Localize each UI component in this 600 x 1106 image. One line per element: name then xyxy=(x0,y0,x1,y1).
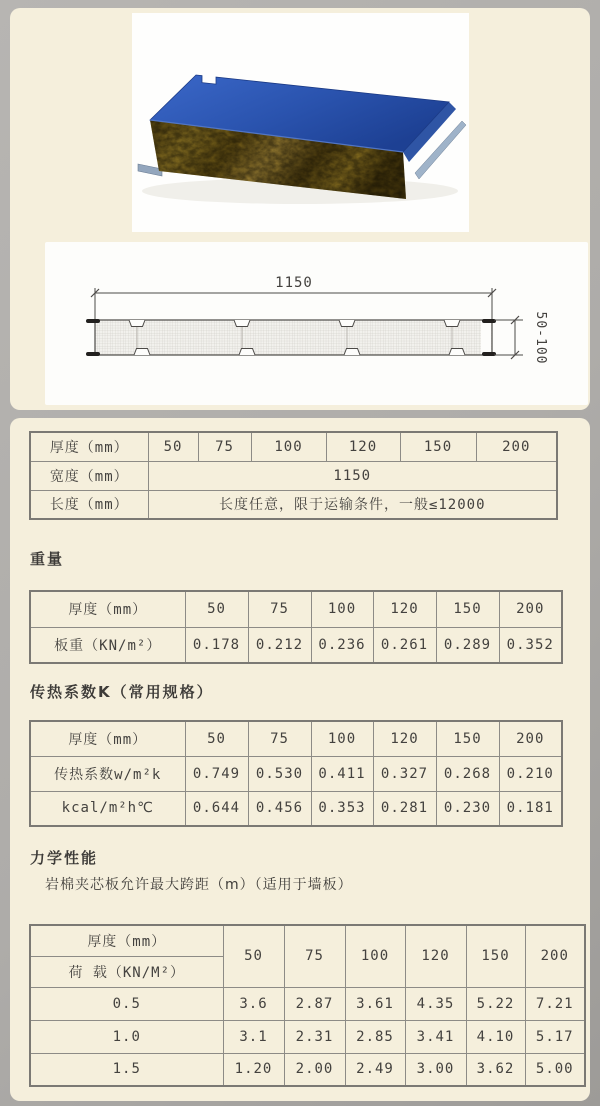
value-cell: 75 xyxy=(248,591,311,627)
value-cell: 50 xyxy=(148,432,198,461)
row-label: kcal/m²h℃ xyxy=(30,791,185,826)
product-photo-box xyxy=(132,13,469,232)
row-label: 1.0 xyxy=(30,1020,223,1053)
value-cell: 200 xyxy=(476,432,557,461)
panel-section-end-clear xyxy=(481,321,491,354)
table-row xyxy=(30,925,585,956)
value-cell: 50 xyxy=(185,721,248,756)
value-cell: 0.236 xyxy=(311,627,373,663)
value-cell: 3.61 xyxy=(345,987,405,1020)
value-cell: 3.41 xyxy=(405,1020,466,1053)
height-dimension-label: 50-100 xyxy=(533,311,548,365)
width-dimension-label: 1150 xyxy=(275,275,313,291)
value-cell: 100 xyxy=(345,925,405,987)
value-cell: 1150 xyxy=(148,461,557,490)
panel-section-body xyxy=(95,320,492,355)
value-cell: 75 xyxy=(284,925,345,987)
table-row xyxy=(30,1053,585,1086)
value-cell: 2.87 xyxy=(284,987,345,1020)
table-row xyxy=(30,721,562,756)
row-label: 板重（KN/m²） xyxy=(30,627,185,663)
table-row xyxy=(30,756,562,791)
table-row xyxy=(30,627,562,663)
table-row xyxy=(30,1020,585,1053)
value-cell: 0.210 xyxy=(499,756,562,791)
cross-section-diagram-box xyxy=(45,242,588,405)
value-cell: 75 xyxy=(248,721,311,756)
value-cell: 2.49 xyxy=(345,1053,405,1086)
value-cell: 0.212 xyxy=(248,627,311,663)
value-cell: 3.1 xyxy=(223,1020,284,1053)
row-label: 厚度（mm） xyxy=(30,591,185,627)
row-label: 0.5 xyxy=(30,987,223,1020)
value-cell: 4.10 xyxy=(466,1020,525,1053)
value-cell: 3.00 xyxy=(405,1053,466,1086)
value-cell: 0.289 xyxy=(436,627,499,663)
value-cell: 0.268 xyxy=(436,756,499,791)
value-cell: 0.181 xyxy=(499,791,562,826)
value-cell: 0.749 xyxy=(185,756,248,791)
row-label: 宽度（mm） xyxy=(30,461,148,490)
row-label: 长度（mm） xyxy=(30,490,148,519)
value-cell: 0.352 xyxy=(499,627,562,663)
table-row xyxy=(30,791,562,826)
value-cell: 0.178 xyxy=(185,627,248,663)
mechanical-heading: 力学性能 xyxy=(30,849,99,867)
value-cell: 50 xyxy=(185,591,248,627)
value-cell: 150 xyxy=(466,925,525,987)
product-overview-panel xyxy=(10,8,590,410)
value-cell: 0.327 xyxy=(373,756,436,791)
mechanical-subheading: 岩棉夹芯板允许最大跨距（m）（适用于墙板） xyxy=(45,877,353,893)
row-label: 厚度（mm） xyxy=(30,432,148,461)
row-label: 厚度（mm） xyxy=(30,721,185,756)
value-cell: 200 xyxy=(499,721,562,756)
table-row xyxy=(30,490,557,519)
value-cell: 3.6 xyxy=(223,987,284,1020)
heat-heading: 传热系数K（常用规格） xyxy=(30,683,214,701)
value-cell: 100 xyxy=(251,432,326,461)
dimensions-table xyxy=(29,431,558,520)
heat-table xyxy=(29,720,563,827)
value-cell: 200 xyxy=(499,591,562,627)
value-cell: 2.31 xyxy=(284,1020,345,1053)
value-cell: 5.22 xyxy=(466,987,525,1020)
value-cell: 120 xyxy=(373,591,436,627)
value-cell: 0.261 xyxy=(373,627,436,663)
value-cell: 120 xyxy=(373,721,436,756)
table-row xyxy=(30,432,557,461)
value-cell: 75 xyxy=(198,432,251,461)
row-label: 传热系数w/m²k xyxy=(30,756,185,791)
value-cell: 50 xyxy=(223,925,284,987)
value-cell: 200 xyxy=(525,925,585,987)
value-cell: 120 xyxy=(326,432,400,461)
value-cell: 0.281 xyxy=(373,791,436,826)
row-label: 厚度（mm） xyxy=(30,925,223,956)
value-cell: 1.20 xyxy=(223,1053,284,1086)
specifications-panel xyxy=(10,418,590,1101)
value-cell: 150 xyxy=(436,591,499,627)
value-cell: 150 xyxy=(436,721,499,756)
value-cell: 4.35 xyxy=(405,987,466,1020)
value-cell: 0.530 xyxy=(248,756,311,791)
value-cell: 7.21 xyxy=(525,987,585,1020)
value-cell: 150 xyxy=(400,432,476,461)
cross-section-diagram xyxy=(45,242,588,405)
value-cell: 2.85 xyxy=(345,1020,405,1053)
table-row xyxy=(30,461,557,490)
value-cell: 100 xyxy=(311,721,373,756)
value-cell: 0.353 xyxy=(311,791,373,826)
row-label: 荷 载（KN/M²） xyxy=(30,956,223,987)
weight-heading: 重量 xyxy=(30,550,65,568)
value-cell: 3.62 xyxy=(466,1053,525,1086)
weight-table xyxy=(29,590,563,664)
value-cell: 5.00 xyxy=(525,1053,585,1086)
table-row xyxy=(30,591,562,627)
value-cell: 0.230 xyxy=(436,791,499,826)
product-photo-illustration xyxy=(132,13,469,232)
table-row xyxy=(30,987,585,1020)
span-table xyxy=(29,924,586,1087)
value-cell: 0.411 xyxy=(311,756,373,791)
value-cell: 120 xyxy=(405,925,466,987)
row-label: 1.5 xyxy=(30,1053,223,1086)
value-cell: 100 xyxy=(311,591,373,627)
value-cell: 长度任意，限于运输条件，一般≤12000 xyxy=(148,490,557,519)
value-cell: 0.456 xyxy=(248,791,311,826)
value-cell: 5.17 xyxy=(525,1020,585,1053)
value-cell: 0.644 xyxy=(185,791,248,826)
value-cell: 2.00 xyxy=(284,1053,345,1086)
